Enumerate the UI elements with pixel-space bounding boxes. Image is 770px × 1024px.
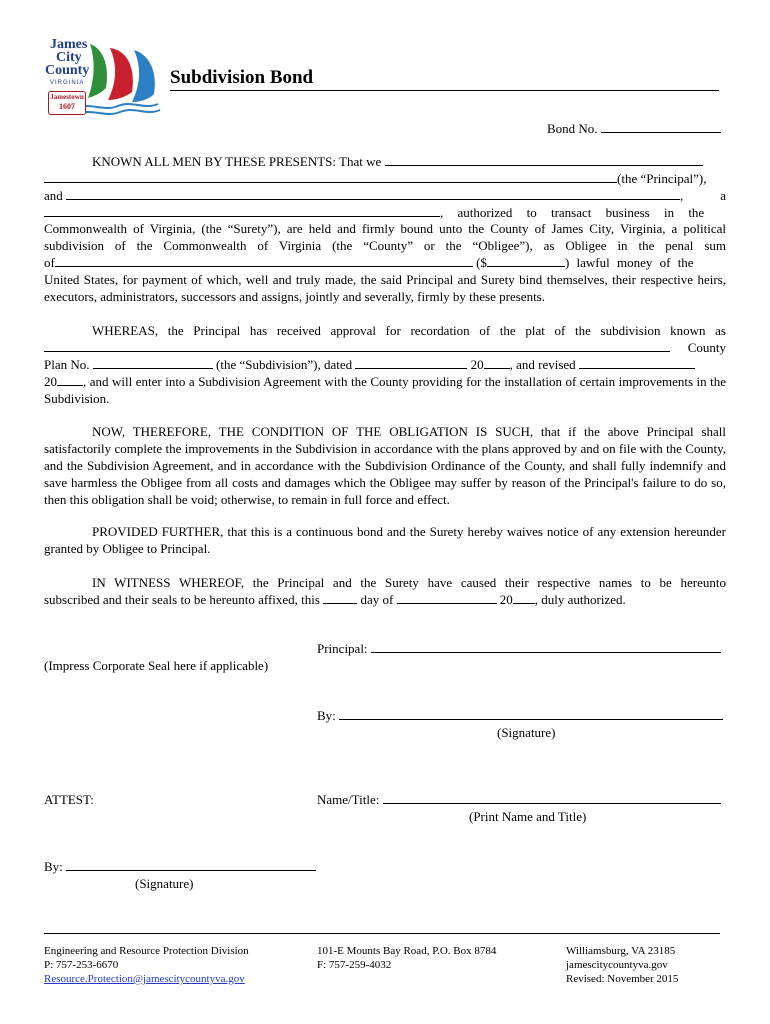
- logo-badge: [48, 91, 86, 115]
- p2-line2: [44, 339, 726, 356]
- signature2-caption: (Signature): [135, 876, 194, 891]
- principal-signature-line: [317, 640, 721, 657]
- county-logo: [40, 36, 164, 122]
- p5-line2: [44, 591, 626, 608]
- attest-by-line: [44, 858, 316, 875]
- logo-state: VIRGINIA: [50, 80, 85, 86]
- day-of: day of: [360, 592, 394, 607]
- p1-body: [44, 220, 726, 254]
- p1-line3: [44, 187, 726, 204]
- p1-body-text: Commonwealth of Virginia, (the “Surety”), are held and firmly bound unto the County of James City, Virginia, a political subdivision of the Commonwealth of Virginia (the “County” or the “Obligee”), as Obligee in the penal sum: [44, 221, 726, 253]
- p4: [44, 523, 726, 557]
- logo-text-line1: James: [50, 37, 88, 52]
- p2-ending-line: [44, 373, 726, 407]
- p2-line1: [44, 322, 726, 339]
- year-20b: 20: [44, 374, 57, 389]
- plan-no-label: Plan No.: [44, 357, 90, 372]
- principal-name-blank: [385, 154, 703, 166]
- name-title-blank[interactable]: [383, 792, 721, 804]
- year-blank-b: [57, 374, 83, 386]
- p1-line4: [44, 204, 704, 221]
- p5-year-20: 20: [499, 592, 513, 607]
- p1-ending-text: United States, for payment of which, well and truly made, the said Principal and Surety bind themselves, their respective heirs, executors, administrators, successors and assigns, jointly and severally, firmly by these presents.: [44, 272, 726, 304]
- subdivision-dated: (the “Subdivision”), dated: [216, 357, 353, 372]
- title-rule: [170, 90, 719, 91]
- page-title: Subdivision Bond: [170, 67, 314, 88]
- footer-revised: Revised: November 2015: [566, 973, 679, 985]
- attest-label: ATTEST:: [44, 792, 94, 807]
- name-title-label: Name/Title:: [317, 792, 380, 807]
- a-label: a: [720, 188, 726, 203]
- surety-type-blank: [44, 205, 440, 217]
- p4-text: PROVIDED FURTHER, that this is a continuous bond and the Surety hereby waives notice of any extension hereunder granted by Obligee to Principal.: [44, 524, 726, 556]
- footer-col-2: [317, 944, 496, 972]
- by-label: By:: [317, 708, 336, 723]
- p1-line7: [44, 254, 694, 271]
- logo-badge-line1: Jamestown: [50, 93, 84, 101]
- footer-website: jamescitycountyva.gov: [566, 959, 668, 971]
- signature-caption: (Signature): [497, 725, 556, 740]
- footer-email-link[interactable]: Resource.Protection@jamescitycountyva.gov: [44, 973, 245, 985]
- year-20: 20: [470, 357, 484, 372]
- attest-signature-blank[interactable]: [66, 859, 316, 871]
- footer-col-3: [566, 944, 678, 986]
- duly-authorized: , duly authorized.: [534, 592, 626, 607]
- by-signature-blank[interactable]: [339, 708, 723, 720]
- footer-rule: [44, 933, 720, 934]
- footer-address: 101-E Mounts Bay Road, P.O. Box 8784: [317, 945, 497, 957]
- p1-intro: KNOWN ALL MEN BY THESE PRESENTS: That we: [92, 154, 382, 169]
- p5-year-blank: [513, 592, 535, 604]
- revised-label: , and revised: [509, 357, 576, 372]
- lawful-text: ) lawful money of the: [564, 255, 694, 270]
- p1-line2: [44, 170, 707, 187]
- bond-number-line: [547, 120, 721, 137]
- seal-note: (Impress Corporate Seal here if applicable): [44, 658, 269, 673]
- dollar-open: ($: [476, 255, 487, 270]
- principal-label: Principal:: [317, 641, 368, 656]
- p2-ending-text: , and will enter into a Subdivision Agreement with the County providing for the installation of certain improvements in the Subdivision.: [44, 374, 726, 406]
- of-label: of: [44, 255, 55, 270]
- principal-name-blank-2: [44, 171, 617, 183]
- principal-tag: (the “Principal”),: [617, 171, 707, 186]
- penal-sum-amount-blank: [487, 255, 565, 267]
- month-blank: [397, 592, 497, 604]
- county-label: County: [687, 340, 726, 355]
- revised-blank: [579, 357, 695, 369]
- comma: ,: [680, 188, 684, 203]
- authorized-text: , authorized to transact business in the: [440, 205, 705, 220]
- logo-text-line2: City: [56, 50, 82, 65]
- footer-division: Engineering and Resource Protection Division: [44, 945, 249, 957]
- footer-fax: F: 757-259-4032: [317, 959, 392, 971]
- footer-city: Williamsburg, VA 23185: [566, 945, 676, 957]
- p3: [44, 423, 726, 508]
- subdivision-name-blank: [44, 340, 670, 352]
- day-blank: [323, 592, 357, 604]
- year-blank: [484, 357, 510, 369]
- penal-sum-words-blank: [55, 255, 473, 267]
- name-title-line: [317, 791, 721, 808]
- surety-name-blank: [66, 188, 680, 200]
- p5-line2a: subscribed and their seals to be hereunto affixed, this: [44, 592, 320, 607]
- bond-no-label: Bond No.: [547, 121, 598, 136]
- plan-no-blank: [93, 357, 213, 369]
- footer-col-1: [44, 944, 249, 986]
- logo-text-line3: County: [45, 63, 90, 78]
- p2-intro: WHEREAS, the Principal has received approval for recordation of the plat of the subdivision known as: [92, 323, 726, 338]
- p5-line1-text: IN WITNESS WHEREOF, the Principal and the Surety have caused their respective names to be hereunto: [92, 575, 726, 590]
- by-signature-line: [317, 707, 723, 724]
- bond-no-blank: [601, 121, 721, 133]
- principal-blank[interactable]: [371, 641, 721, 653]
- p1-ending: [44, 271, 726, 305]
- p2-ending: [44, 373, 726, 407]
- by2-label: By:: [44, 859, 63, 874]
- dated-blank: [355, 357, 467, 369]
- logo-badge-line2: 1607: [59, 102, 75, 111]
- p3-text: NOW, THEREFORE, THE CONDITION OF THE OBLIGATION IS SUCH, that if the above Principal shall satisfactorily complete the improvements in the Subdivision in accordance with the plans approved by and on file with the County, and the Subdivision Agreement, and in accordance with the Subdivision Ordinance of the County, and shall fully indemnify and save harmless the Obligee from all costs and damages which the Obligee may suffer by reason of the Principal's failure to do so, then this obligation shall be void; otherwise, to remain in full force and effect.: [44, 424, 726, 507]
- and-label: and: [44, 188, 63, 203]
- print-caption: (Print Name and Title): [469, 809, 587, 824]
- footer-phone: P: 757-253-6670: [44, 959, 119, 971]
- p2-line3: [44, 356, 695, 373]
- p1-line1: [92, 153, 703, 170]
- p5-line1: [44, 574, 726, 591]
